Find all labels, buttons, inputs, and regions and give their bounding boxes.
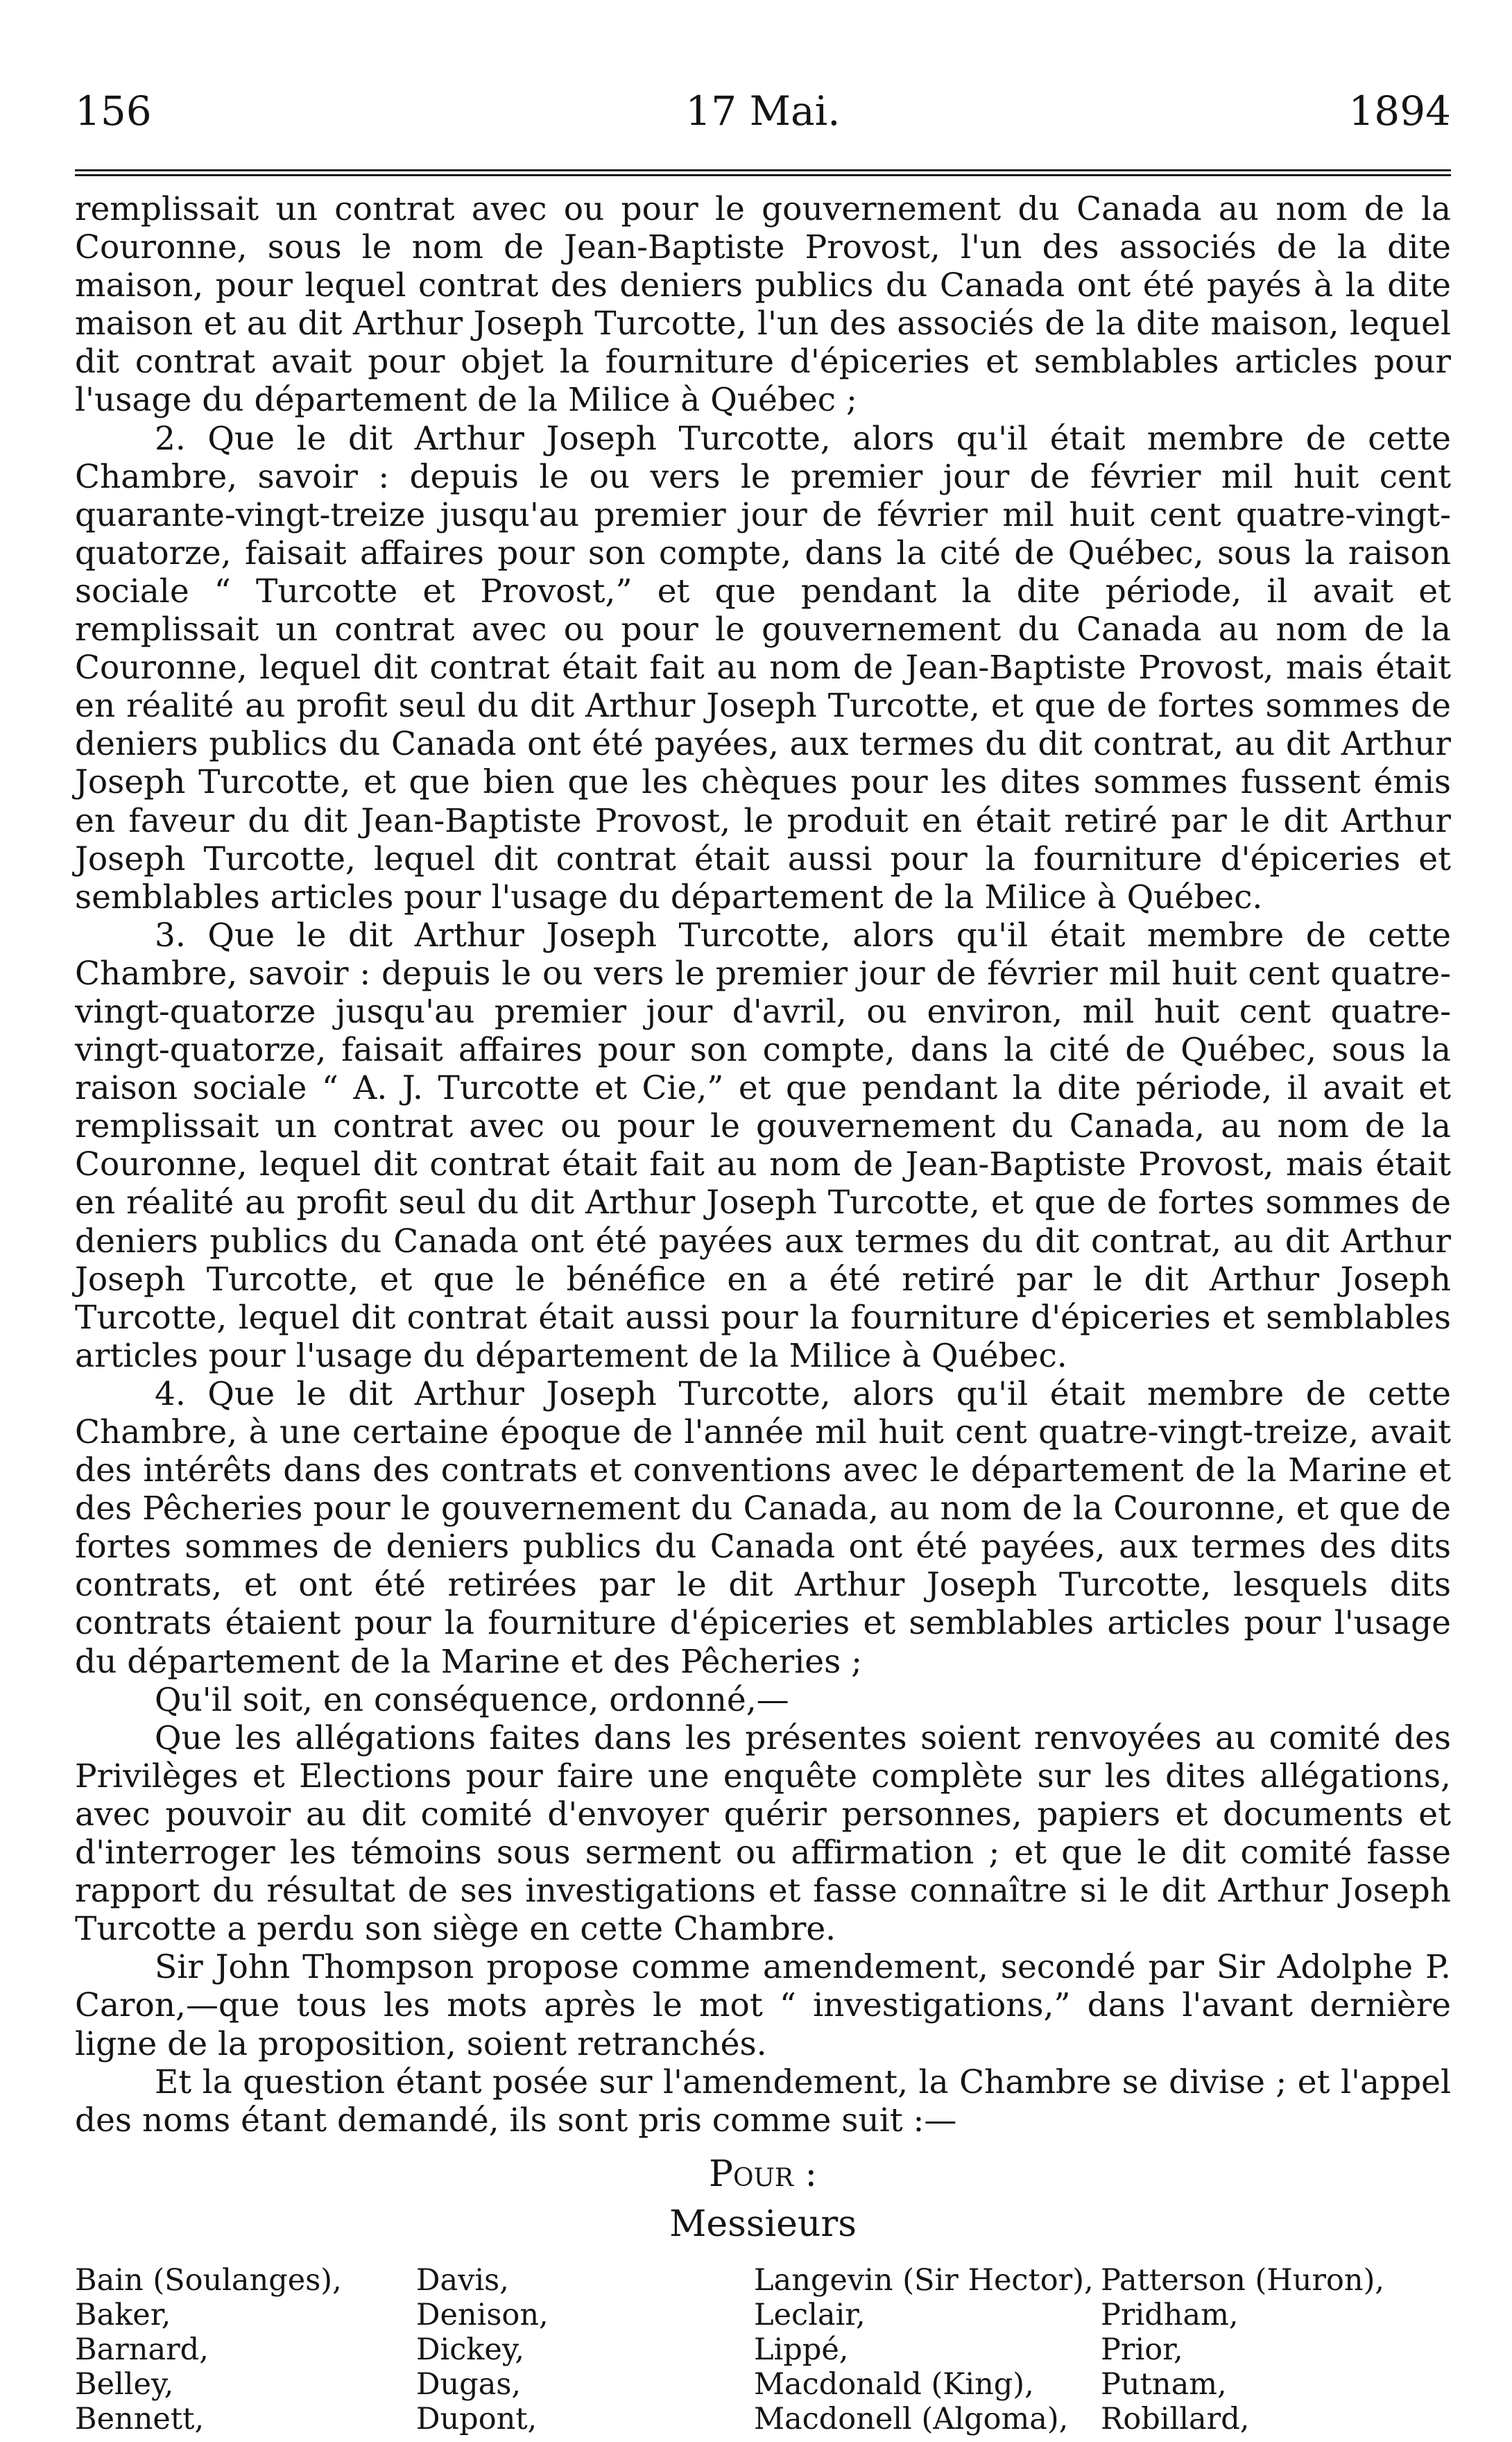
member-name: Baker, bbox=[75, 2297, 171, 2332]
paragraph-3: 3. Que le dit Arthur Joseph Turcotte, alors qu'il était membre de cette Chambre, savoir : depuis le ou vers le premier jour de février mil huit cent quatre-vingt-quatorze jusqu'au premier jour d'avril, ou environ, mil huit cent quatre-vingt-quatorze, faisait affaires pour son compte, dans la cité de Québec, sous la raison sociale “ A. J. Turcotte et Cie,” et que pendant la dite période, il avait et remplissait un contrat avec ou pour le gouvernement du Canada, au nom de la Couronne, lequel dit contrat était fait au nom de Jean-Baptiste Provost, mais était en réalité au profit seul du dit Arthur Joseph Turcotte, et que de fortes sommes de deniers publics du Canada ont été payées aux termes du dit contrat, au dit Arthur Joseph Turcotte, et que le bénéfice en a été retiré par le dit Arthur Joseph Turcotte, lequel dit contrat était aussi pour la fourniture d'épiceries et semblables articles pour l'usage du département de la Milice à Québec. bbox=[75, 916, 1451, 1375]
names-column-1 bbox=[75, 2263, 416, 2436]
member-name: Prior, bbox=[1101, 2332, 1183, 2367]
member-name: Leclair, bbox=[754, 2297, 866, 2332]
paragraph-continued: remplissait un contrat avec ou pour le gouvernement du Canada au nom de la Couronne, sous le nom de Jean-Baptiste Provost, l'un des associés de la dite maison, pour lequel contrat des deniers publics du Canada ont été payés à la dite maison et au dit Arthur Joseph Turcotte, l'un des associés de la dite maison, lequel dit contrat avait pour objet la fourniture d'épiceries et semblables articles pour l'usage du département de la Milice à Québec ; bbox=[75, 190, 1451, 420]
member-name: Pridham, bbox=[1101, 2297, 1239, 2332]
member-name: Patterson (Huron), bbox=[1101, 2262, 1385, 2298]
member-name: Dupont, bbox=[416, 2401, 538, 2436]
paragraph-amendment: Sir John Thompson propose comme amendement, secondé par Sir Adolphe P. Caron,—que tous les mots après le mot “ investigations,” dans l'avant dernière ligne de la proposition, soient retranchés. bbox=[75, 1948, 1451, 2063]
member-name: Bennett, bbox=[75, 2401, 205, 2436]
names-column-3 bbox=[754, 2263, 1101, 2436]
member-name: Lippé, bbox=[754, 2332, 849, 2367]
paragraph-4: 4. Que le dit Arthur Joseph Turcotte, alors qu'il était membre de cette Chambre, à une certaine époque de l'année mil huit cent quatre-vingt-treize, avait des intérêts dans des contrats et conventions avec le département de la Marine et des Pêcheries pour le gouvernement du Canada, au nom de la Couronne, et que de fortes sommes de deniers publics du Canada ont été payées, aux termes des dits contrats, et ont été retirées par le dit Arthur Joseph Turcotte, lesquels dits contrats étaient pour la fourniture d'épiceries et semblables articles pour l'usage du département de la Marine et des Pêcheries ; bbox=[75, 1374, 1451, 1681]
member-name: Denison, bbox=[416, 2297, 549, 2332]
header-year: 1894 bbox=[1348, 87, 1451, 135]
member-name: Macdonell (Algoma), bbox=[754, 2401, 1069, 2436]
member-name: Barnard, bbox=[75, 2332, 209, 2367]
member-name: Belley, bbox=[75, 2366, 174, 2402]
page-number: 156 bbox=[75, 87, 152, 135]
paragraph-2: 2. Que le dit Arthur Joseph Turcotte, alors qu'il était membre de cette Chambre, savoir : depuis le ou vers le premier jour de février mil huit cent quarante-vingt-treize jusqu'au premier jour de février mil huit cent quatre-vingt-quatorze, faisait affaires pour son compte, dans la cité de Québec, sous la raison sociale “ Turcotte et Provost,” et que pendant la dite période, il avait et remplissait un contrat avec ou pour le gouvernement du Canada au nom de la Couronne, lequel dit contrat était fait au nom de Jean-Baptiste Provost, mais était en réalité au profit seul du dit Arthur Joseph Turcotte, et que de fortes sommes de deniers publics du Canada ont été payées, aux termes du dit contrat, au dit Arthur Joseph Turcotte, et que bien que les chèques pour les dites sommes fussent émis en faveur du dit Jean-Baptiste Provost, le produit en était retiré par le dit Arthur Joseph Turcotte, lequel dit contrat était aussi pour la fourniture d'épiceries et semblables articles pour l'usage du département de la Milice à Québec. bbox=[75, 419, 1451, 916]
names-column-2 bbox=[416, 2263, 754, 2436]
member-name: Robillard, bbox=[1101, 2401, 1250, 2436]
paragraph-motion: Que les allégations faites dans les présentes soient renvoyées au comité des Privilèges et Elections pour faire une enquête complète sur les dites allégations, avec pouvoir au dit comité d'envoyer quérir personnes, papiers et documents et d'interroger les témoins sous serment ou affirmation ; et que le dit comité fasse rapport du résultat de ses investigations et fasse connaître si le dit Arthur Joseph Turcotte a perdu son siège en cette Chambre. bbox=[75, 1718, 1451, 1949]
header-rule bbox=[75, 169, 1451, 176]
paragraph-ordered: Qu'il soit, en conséquence, ordonné,— bbox=[155, 1680, 789, 1719]
body-text bbox=[75, 190, 1451, 2140]
page-header bbox=[75, 83, 1451, 139]
names-column-4 bbox=[1101, 2263, 1451, 2436]
member-name: Macdonald (King), bbox=[754, 2366, 1034, 2402]
member-name: Davis, bbox=[416, 2262, 509, 2298]
vote-names bbox=[75, 2263, 1451, 2436]
member-name: Dickey, bbox=[416, 2332, 525, 2367]
header-date: 17 Mai. bbox=[685, 87, 841, 135]
member-name: Bain (Soulanges), bbox=[75, 2262, 342, 2298]
member-name: Putnam, bbox=[1101, 2366, 1227, 2402]
member-name: Dugas, bbox=[416, 2366, 522, 2402]
document-page bbox=[75, 83, 1451, 2436]
vote-subheading: Messieurs bbox=[669, 2203, 857, 2245]
paragraph-division: Et la question étant posée sur l'amendement, la Chambre se divise ; et l'appel des noms étant demandé, ils sont pris comme suit :— bbox=[75, 2063, 1451, 2140]
member-name: Langevin (Sir Hector), bbox=[754, 2262, 1094, 2298]
vote-heading: Pour : bbox=[709, 2153, 817, 2195]
